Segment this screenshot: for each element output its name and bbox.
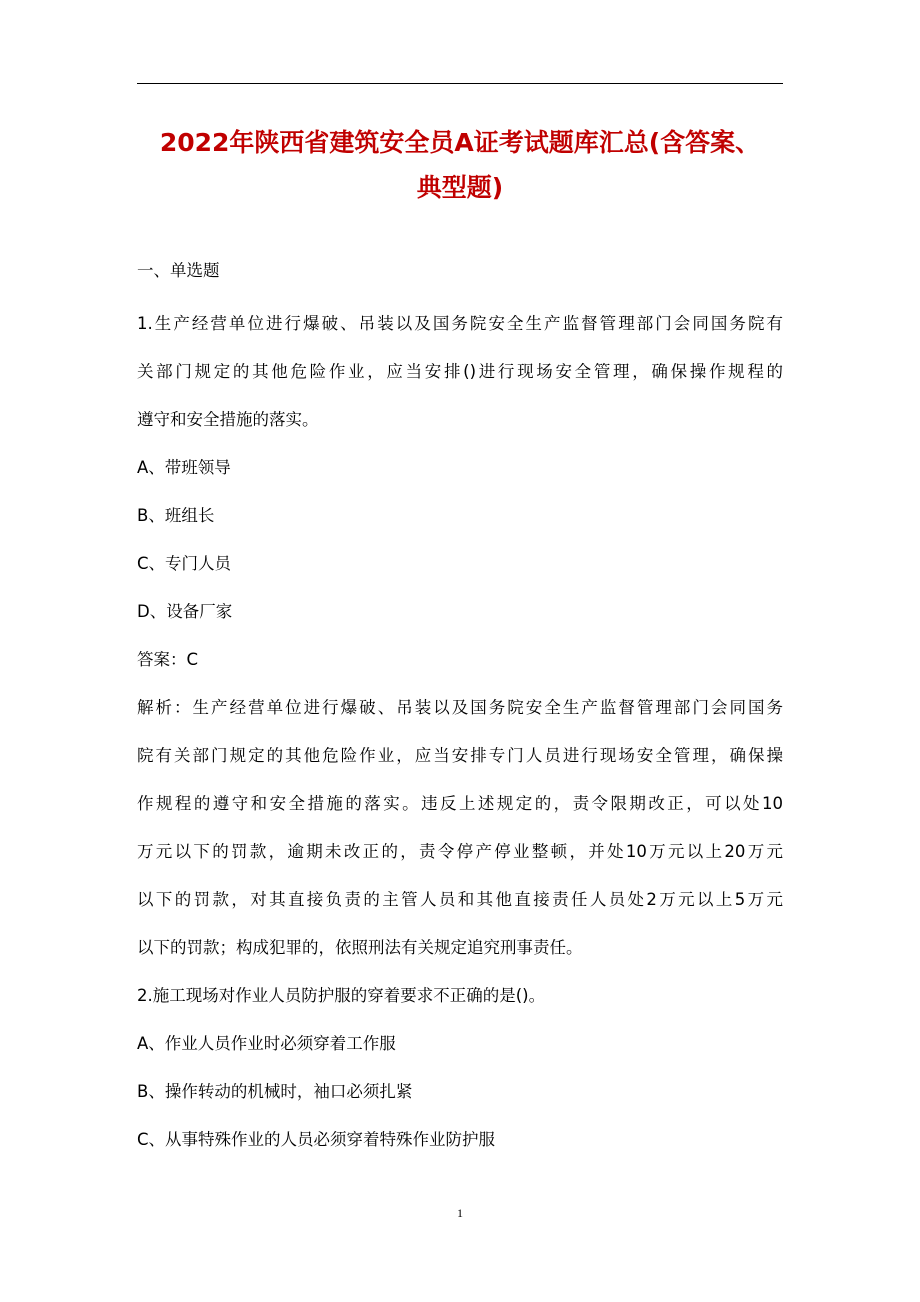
document-title <box>120 120 800 210</box>
analysis-line: 万元以下的罚款，逾期未改正的，责令停产停业整顿，并处10万元以上20万元 <box>137 842 783 861</box>
title-line-2: 典型题) <box>416 173 504 202</box>
title-line-1: 2022年陕西省建筑安全员A证考试题库汇总(含答案、 <box>159 128 761 157</box>
option-d: D、设备厂家 <box>137 602 233 621</box>
analysis <box>137 684 783 972</box>
header-rule <box>137 83 783 84</box>
option-c: C、从事特殊作业的人员必须穿着特殊作业防护服 <box>137 1130 496 1149</box>
option-a: A、带班领导 <box>137 458 231 477</box>
question-stem-line: 遵守和安全措施的落实。 <box>137 410 319 429</box>
analysis-line: 以下的罚款；构成犯罪的，依照刑法有关规定追究刑事责任。 <box>137 938 583 957</box>
analysis-line: 作规程的遵守和安全措施的落实。违反上述规定的，责令限期改正，可以处10 <box>137 794 783 813</box>
question-1 <box>137 300 783 972</box>
question-2 <box>137 972 783 1164</box>
question-stem-line: 2.施工现场对作业人员防护服的穿着要求不正确的是()。 <box>137 986 546 1005</box>
option-b: B、班组长 <box>137 506 215 525</box>
question-stem <box>137 300 783 444</box>
section-heading: 一、单选题 <box>137 261 220 280</box>
question-stem <box>137 972 783 1020</box>
question-list <box>137 300 783 1164</box>
question-stem-line: 关部门规定的其他危险作业，应当安排()进行现场安全管理，确保操作规程的 <box>137 362 783 381</box>
analysis-line: 院有关部门规定的其他危险作业，应当安排专门人员进行现场安全管理，确保操 <box>137 746 783 765</box>
option-a: A、作业人员作业时必须穿着工作服 <box>137 1034 396 1053</box>
option-c: C、专门人员 <box>137 554 232 573</box>
question-stem-line: 1.生产经营单位进行爆破、吊装以及国务院安全生产监督管理部门会同国务院有 <box>137 314 783 333</box>
page-number: 1 <box>457 1206 463 1220</box>
analysis-line: 解析：生产经营单位进行爆破、吊装以及国务院安全生产监督管理部门会同国务 <box>137 698 783 717</box>
answer: 答案：C <box>137 650 199 669</box>
analysis-line: 以下的罚款，对其直接负责的主管人员和其他直接责任人员处2万元以上5万元 <box>137 890 783 909</box>
option-b: B、操作转动的机械时，袖口必须扎紧 <box>137 1082 413 1101</box>
